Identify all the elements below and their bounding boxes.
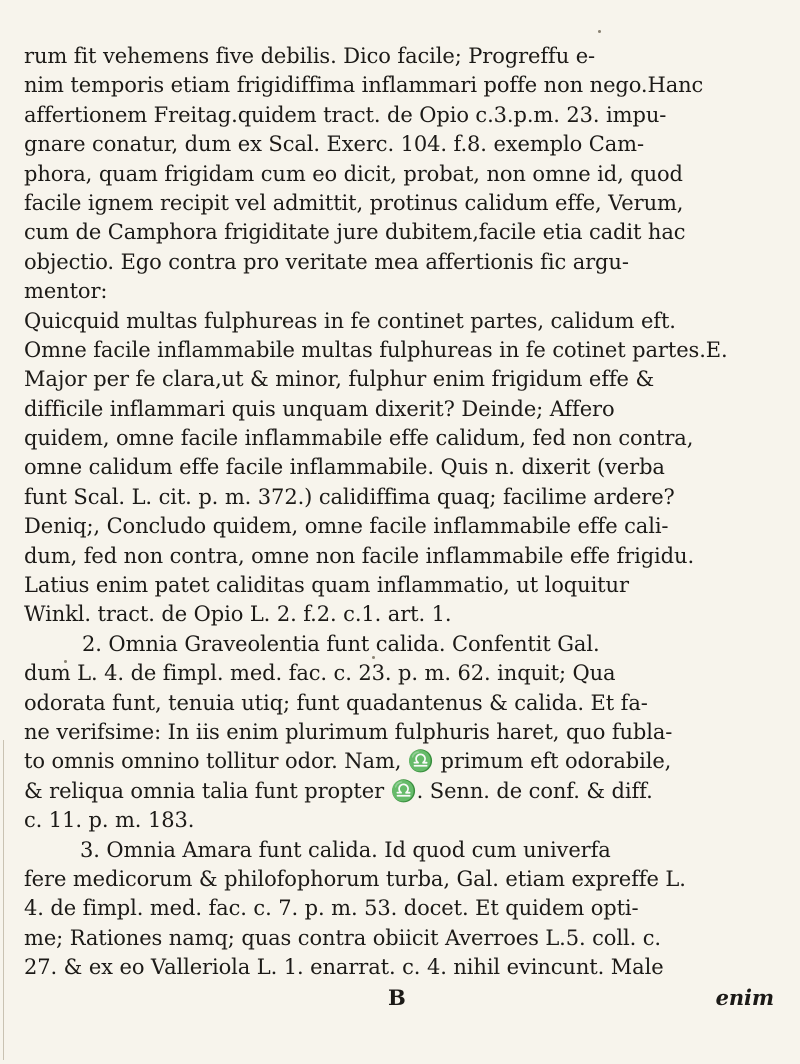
text-line: Omne facile inflammabile multas fulphureas in fe cotinet partes.E. [24,337,728,362]
text-line: 3. Omnia Amara funt calida. Id quod cum univerfa [80,837,611,862]
text-line: nim temporis etiam frigidiffima inflammari poffe non nego.Hanc [24,73,704,98]
text-line: phora, quam frigidam cum eo dicit, probat, non omne id, quod [24,161,683,186]
paper-speck [598,30,601,33]
text-line: quidem, omne facile inflammabile effe calidum, fed non contra, [24,426,694,451]
text-line: odorata funt, tenuia utiq; funt quadantenus & calida. Et fa- [24,690,648,715]
text-line: mentor: [24,279,108,304]
text-line: c. 11. p. m. 183. [24,808,195,833]
text-line: dum, fed non contra, omne non facile inflammabile effe frigidu. [24,543,695,568]
signature-mark: B [388,984,406,1010]
text-line: Quicquid multas fulphureas in fe continet partes, calidum eft. [24,308,676,333]
text-line: Deniq;, Concludo quidem, omne facile inflammabile effe cali- [24,514,669,539]
text-line: ne verifsime: In iis enim plurimum fulphuris haret, quo fubla- [24,719,673,744]
text-line: Latius enim patet caliditas quam inflammatio, ut loquitur [24,573,629,598]
body-text [24,42,782,1012]
text-line: Major per fe clara,ut & minor, fulphur enim frigidum effe & [24,367,655,392]
margin-rule [3,740,4,1060]
text-line: 2. Omnia Graveolentia funt calida. Confentit Gal. [82,631,600,656]
text-line: to omnis omnino tollitur odor. Nam, ♎ primum eft odorabile, [24,749,672,774]
text-line: 4. de fimpl. med. fac. c. 7. p. m. 53. docet. Et quidem opti- [24,896,639,921]
text-line: Winkl. tract. de Opio L. 2. f.2. c.1. art. 1. [24,602,452,627]
signature-line [24,983,782,1012]
text-line: gnare conatur, dum ex Scal. Exerc. 104. f.8. exemplo Cam- [24,132,644,157]
text-line: dum L. 4. de fimpl. med. fac. c. 23. p. m. 62. inquit; Qua [24,661,616,686]
text-line: rum fit vehemens five debilis. Dico facile; Progreffu e- [24,44,596,68]
text-line: 27. & ex eo Valleriola L. 1. enarrat. c. 4. nihil evincunt. Male [24,955,664,980]
text-line: & reliqua omnia talia funt propter ♎. Senn. de conf. & diff. [24,778,653,803]
text-line: affertionem Freitag.quidem tract. de Opio c.3.p.m. 23. impu- [24,102,667,127]
text-line: fere medicorum & philofophorum turba, Gal. etiam expreffe L. [24,866,686,891]
text-line: objectio. Ego contra pro veritate mea affertionis fic argu- [24,249,629,274]
text-line: difficile inflammari quis unquam dixerit? Deinde; Affero [24,396,615,421]
text-line: funt Scal. L. cit. p. m. 372.) calidiffima quaq; facilime ardere? [24,484,675,509]
text-line: cum de Camphora frigiditate jure dubitem,facile etia cadit hac [24,220,686,245]
text-line: omne calidum effe facile inflammabile. Quis n. dixerit (verba [24,455,665,480]
text-line: me; Rationes namq; quas contra obiicit Averroes L.5. coll. c. [24,925,661,950]
catchword: enim [715,984,774,1010]
text-line: facile ignem recipit vel admittit, protinus calidum effe, Verum, [24,190,684,215]
